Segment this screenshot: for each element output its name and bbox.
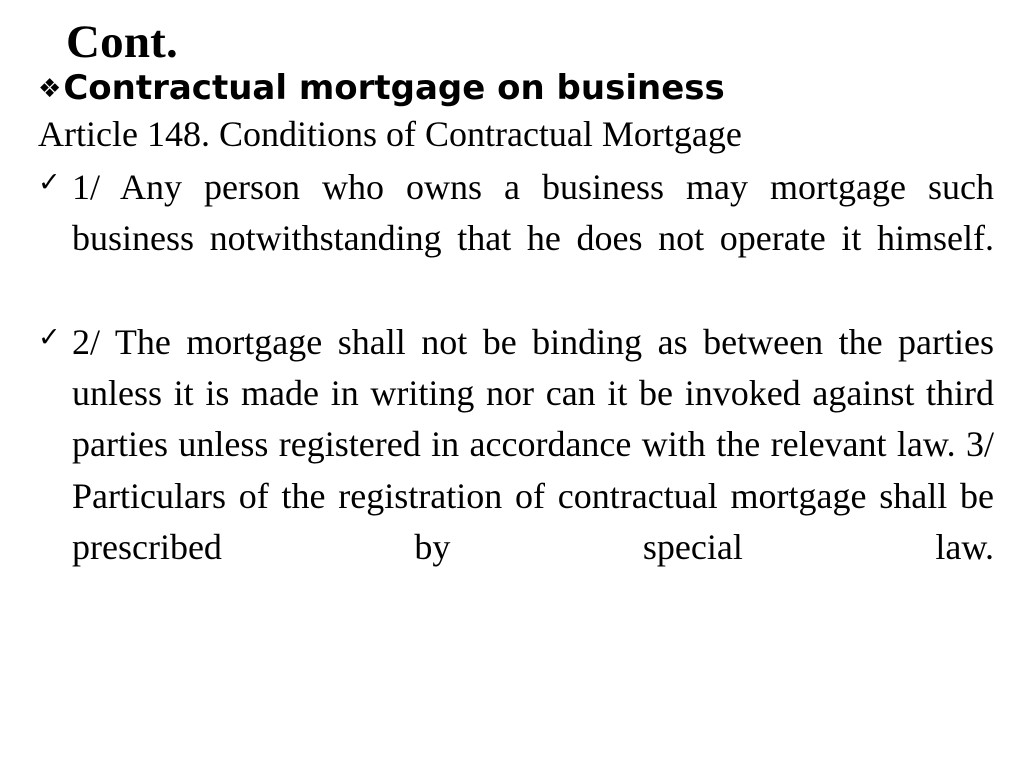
article-reference: Article 148. Conditions of Contractual Mortgage [38, 114, 742, 155]
list-item [38, 162, 994, 315]
check-bullet-icon: ✓ [38, 322, 61, 354]
list-item-text: 2/ The mortgage shall not be binding as between the parties unless it is made in writing nor can it be invoked against third parties unless registered in accordance with the relevant law. 3/ Particulars of the registration of contractual mortgage shall be prescribed by special law. [72, 322, 994, 567]
section-heading [38, 69, 994, 107]
slide-body [30, 69, 994, 624]
section-heading-label: Contractual mortgage on business [63, 68, 725, 109]
list-item [38, 317, 994, 624]
check-bullet-icon: ✓ [38, 166, 61, 198]
page-title: Cont. [66, 16, 178, 68]
diamond-bullet-icon: ❖ [38, 74, 62, 105]
list-item-text: 1/ Any person who owns a business may mortgage such business notwithstanding that he does not operate it himself. [72, 166, 994, 258]
